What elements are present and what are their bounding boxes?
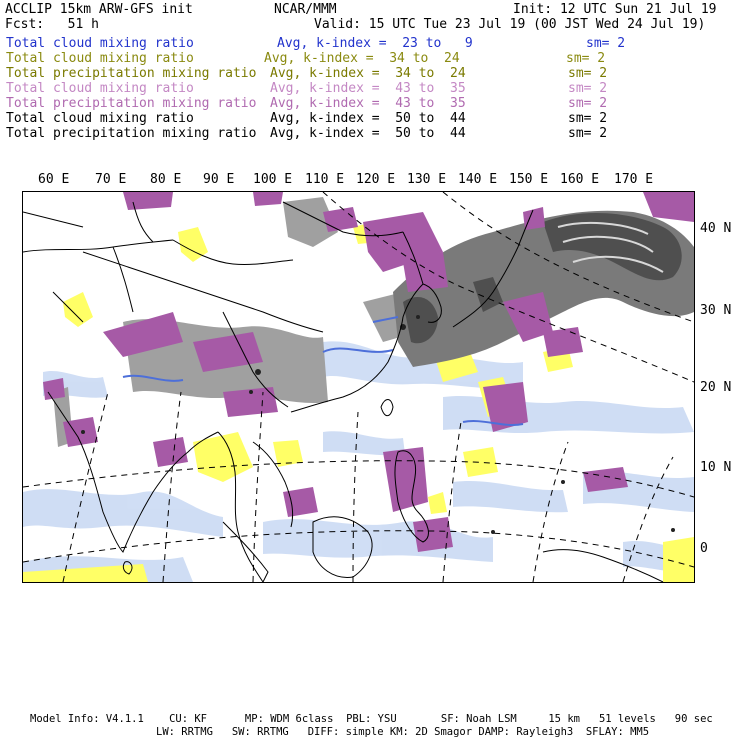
init-time: Init: 12 UTC Sun 21 Jul 19 [513,2,717,17]
legend-smoothing: sm= 2 [566,51,606,66]
latitude-label: 10 N [700,460,732,475]
map-canvas [23,192,694,582]
legend-row [6,36,736,51]
model-info-line2: LW: RRTMG SW: RRTMG DIFF: simple KM: 2D Smagor DAMP: Rayleigh3 SFLAY: MM5 [156,726,650,738]
legend-stat: Avg, k-index = 50 to 44 [270,126,466,141]
map-panel [22,191,695,583]
longitude-label: 140 E [458,172,498,187]
legend-field-name: Total cloud mixing ratio [6,81,194,96]
longitude-label: 110 E [305,172,345,187]
longitude-label: 120 E [356,172,396,187]
latitude-label: 30 N [700,303,732,318]
longitude-label: 70 E [95,172,127,187]
legend-row [6,96,736,111]
longitude-label: 160 E [560,172,600,187]
longitude-label: 100 E [253,172,293,187]
legend-field-name: Total precipitation mixing ratio [6,96,257,111]
legend-smoothing: sm= 2 [568,111,608,126]
legend-smoothing: sm= 2 [568,81,608,96]
latitude-label: 20 N [700,380,732,395]
longitude-label: 150 E [509,172,549,187]
legend-smoothing: sm= 2 [586,36,626,51]
legend-smoothing: sm= 2 [568,126,608,141]
legend-field-name: Total cloud mixing ratio [6,51,194,66]
legend-row [6,51,736,66]
legend-stat: Avg, k-index = 43 to 35 [270,96,466,111]
legend-smoothing: sm= 2 [568,66,608,81]
legend-stat: Avg, k-index = 43 to 35 [270,81,466,96]
longitude-label: 170 E [614,172,654,187]
legend-stat: Avg, k-index = 23 to 9 [277,36,473,51]
legend-row [6,126,736,141]
legend-field-name: Total cloud mixing ratio [6,36,194,51]
legend-row [6,66,736,81]
valid-time: Valid: 15 UTC Tue 23 Jul 19 (00 JST Wed 24 Jul 19) [314,17,706,32]
legend-row [6,111,736,126]
model-info-line1: Model Info: V4.1.1 CU: KF MP: WDM 6class PBL: YSU SF: Noah LSM 15 km 51 levels 90 sec [30,713,713,725]
legend-row [6,81,736,96]
legend-stat: Avg, k-index = 34 to 24 [270,66,466,81]
org-label: NCAR/MMM [274,2,337,17]
legend-stat: Avg, k-index = 34 to 24 [264,51,460,66]
legend-stat: Avg, k-index = 50 to 44 [270,111,466,126]
legend-smoothing: sm= 2 [568,96,608,111]
latitude-label: 0 [700,541,708,556]
longitude-label: 90 E [203,172,235,187]
legend-field-name: Total precipitation mixing ratio [6,66,257,81]
legend-field-name: Total cloud mixing ratio [6,111,194,126]
latitude-label: 40 N [700,221,732,236]
legend-field-name: Total precipitation mixing ratio [6,126,257,141]
plot-title: ACCLIP 15km ARW-GFS init [5,2,193,17]
forecast-hour: Fcst: 51 h [5,17,99,32]
longitude-label: 80 E [150,172,182,187]
longitude-label: 130 E [407,172,447,187]
longitude-label: 60 E [38,172,70,187]
